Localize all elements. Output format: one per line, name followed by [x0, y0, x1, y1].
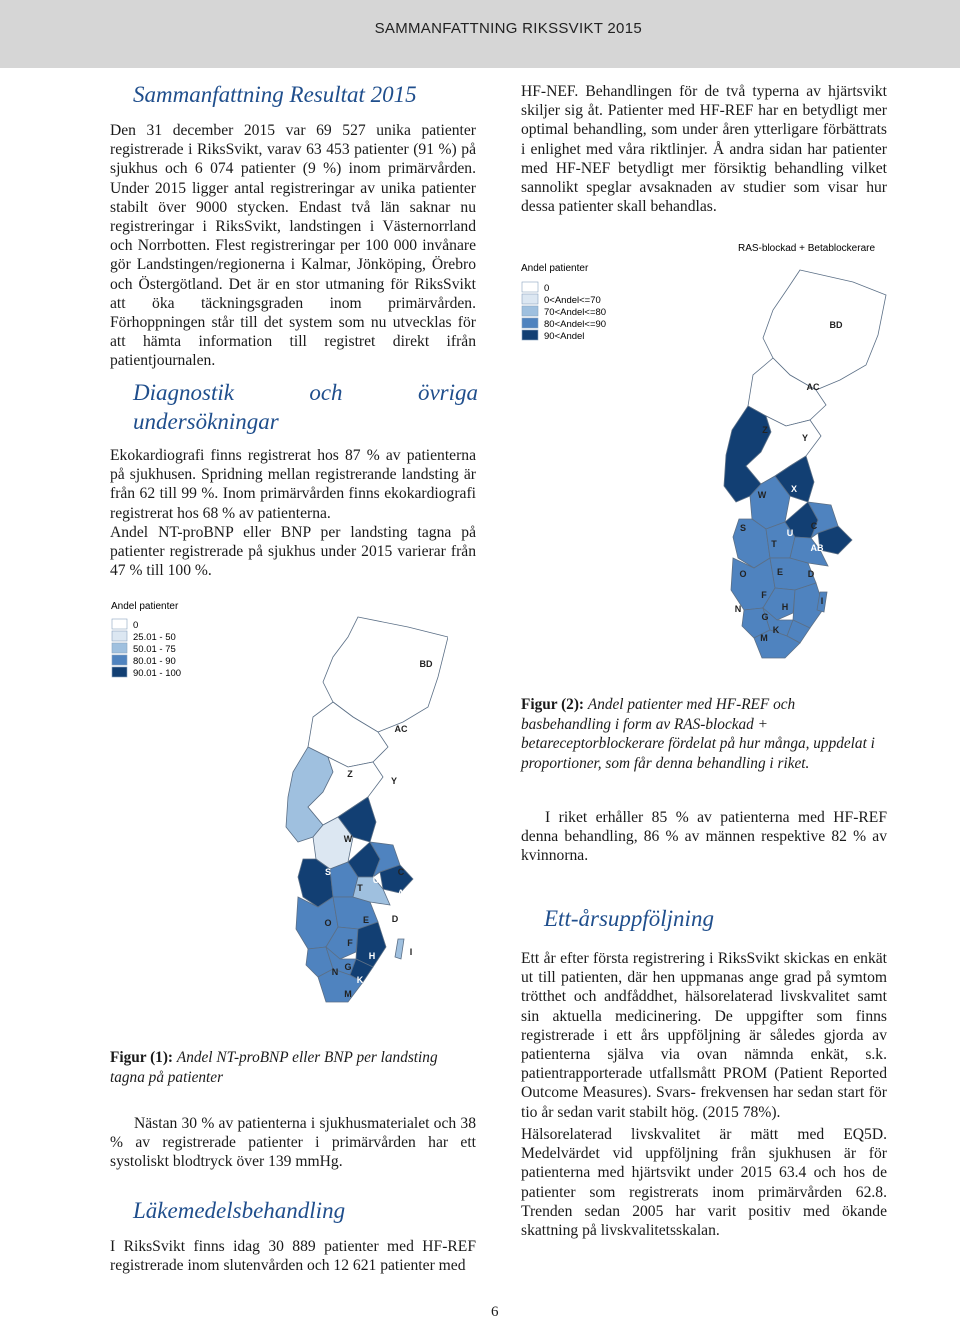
- map1-label-x: X: [378, 831, 386, 841]
- figure1-label: Figur (1):: [110, 1049, 174, 1066]
- map2-label-m: M: [760, 633, 768, 643]
- map2-legend: [522, 282, 606, 342]
- map2-legend-item: 80<Andel<=90: [544, 319, 607, 330]
- map2-label-u: U: [786, 528, 794, 538]
- map1-label-m: M: [344, 989, 352, 999]
- map1-label-z: Z: [347, 769, 353, 779]
- map1-legend-item: 25.01 - 50: [133, 632, 176, 643]
- map2-label-g: G: [761, 612, 769, 622]
- medication-paragraph: I RiksSvikt finns idag 30 889 patienter med HF-REF registrerade inom slutenvården och 12 621 patienter med: [110, 1238, 476, 1275]
- map2-label-o: O: [739, 569, 747, 579]
- map2-legend-swatch: [522, 330, 538, 340]
- map1-label-g: G: [344, 962, 352, 972]
- map1-label-o: O: [324, 918, 332, 928]
- map1-legend-item: 90.01 - 100: [133, 668, 182, 679]
- treatment-share-paragraph: I riket erhåller 85 % av patienterna med HF-REF denna behandling, 86 % av männen respektive 82 % av kvinnorna.: [521, 809, 887, 865]
- map2-title: RAS-blockad + Betablockerare: [738, 243, 876, 254]
- map2-legend-swatch: [522, 282, 538, 292]
- map2-label-i: I: [820, 596, 824, 606]
- section-title-medication: Läkemedelsbehandling: [133, 1198, 346, 1223]
- map1-label-i: I: [409, 947, 413, 957]
- map2-label-ab: AB: [810, 543, 824, 553]
- diagnostics-paragraph-2: Andel NT-proBNP eller BNP per landsting tagna på patienter registrerade på sjukhus under 2015 varierar från 47 % till 100 %.: [110, 524, 476, 580]
- figure1-text: Andel NT-proBNP eller BNP per landsting tagna på patienter: [110, 1049, 438, 1086]
- map2-label-x: X: [790, 484, 798, 494]
- map1-label-t: T: [357, 883, 363, 893]
- map2-label-f: F: [761, 590, 767, 600]
- map2-legend-swatch: [522, 318, 538, 328]
- map-ntprobnp: [108, 597, 448, 1027]
- map2-label-bd: BD: [829, 320, 843, 330]
- followup-paragraph-1: Ett år efter första registrering i RiksSvikt skickas en enkät ut till patienten, där hen uppmanas ange grad på symtom trötthet och andfåddhet, hälsorelaterad livskvalitet samt sin aktuella medicinering. De uppgifter som finns registrerade i ett års uppföljning är således gjorda av patienterna själva via ovan nämnda enkät, s.k. patientrapporterade utfallsmått PROM (Patient Reported Outcome Measures). Svars- frekvensen har sedan start för tio år sedan varit stabilt hög. (2015 78%).: [521, 950, 887, 1121]
- map1-legend-item: 0: [133, 620, 139, 631]
- figure2-caption: [521, 695, 887, 773]
- map2-label-ac: AC: [806, 382, 820, 392]
- map1-label-h: H: [368, 951, 376, 961]
- map1-label-u: U: [372, 875, 380, 885]
- map1-legend-item: 80.01 - 90: [133, 656, 176, 667]
- map1-region-i: [395, 939, 404, 959]
- map2-label-s: S: [739, 523, 747, 533]
- page-number: 6: [491, 1304, 499, 1320]
- map2-label-y: Y: [801, 433, 809, 443]
- map2-label-d: D: [807, 569, 815, 579]
- map2-label-n: N: [734, 604, 742, 614]
- map2-legend-title: Andel patienter: [521, 263, 589, 274]
- map1-legend-swatch: [112, 631, 127, 641]
- map1-legend-swatch: [112, 643, 127, 653]
- map1-legend-item: 50.01 - 75: [133, 644, 176, 655]
- map1-label-c: C: [397, 867, 405, 877]
- map1-label-bd: BD: [419, 659, 433, 669]
- map1-label-s: S: [324, 867, 332, 877]
- section-title-summary: Sammanfattning Resultat 2015: [133, 82, 417, 107]
- map2-label-c: C: [810, 521, 818, 531]
- medication-paragraph-continued: HF-NEF. Behandlingen för de två typerna av hjärtsvikt skiljer sig åt. Patienter med HF-REF har en betydligt mer optimal behandling, som under åren ytterligare förbättrats i enlighet med våra riktlinjer. Å andra sidan har patienter med HF-NEF betydligt mer försiktig behandling vilket sannolikt speglar avsaknaden av studier som visar hur dessa patienter skall behandlas.: [521, 83, 887, 216]
- map1-label-w: W: [343, 834, 353, 844]
- map2-label-t: T: [771, 539, 777, 549]
- map1-label-ac: AC: [394, 724, 408, 734]
- figure2-label: Figur (2):: [521, 696, 585, 713]
- map2-legend-swatch: [522, 306, 538, 316]
- map1-regions: [286, 617, 448, 1002]
- bloodpressure-paragraph: Nästan 30 % av patienterna i sjukhusmaterialet och 38 % av registrerade patienter i primärvården har ett systoliskt blodtryck över 139 mmHg.: [110, 1115, 476, 1171]
- map2-legend-item: 0<Andel<=70: [544, 295, 601, 306]
- map1-legend-swatch: [112, 655, 127, 665]
- map2-label-w: W: [757, 490, 767, 500]
- map1-label-n: N: [331, 967, 339, 977]
- figure2-text: Andel patienter med HF-REF och basbehandling i form av RAS-blockad + betareceptorblockerare fördelat på hur många, uppdelat i proportioner, som får denna behandling i riket.: [521, 696, 875, 772]
- map1-label-e: E: [362, 915, 370, 925]
- section-title-diagnostics: Diagnostik och övriga undersökningar: [133, 380, 478, 434]
- map1-legend: [112, 619, 181, 679]
- figure1-caption: [110, 1048, 476, 1087]
- map1-legend-swatch: [112, 619, 127, 629]
- map2-regions: [724, 270, 886, 658]
- map1-label-y: Y: [390, 776, 398, 786]
- map1-label-f: F: [347, 938, 353, 948]
- map2-label-z: Z: [762, 425, 768, 435]
- map2-label-k: K: [772, 625, 780, 635]
- followup-paragraph-2: Hälsorelaterad livskvalitet är mätt med EQ5D. Medelvärdet vid uppföljning från sjukhusen är för patienterna med hjärtsvikt under 2015 63.4 och hos de patienter som registrerats inom primärvården 62.8. Trenden sedan 2005 har varit positiv med ökande skattning på livskvalitetsskalan.: [521, 1126, 887, 1240]
- map1-label-k: K: [356, 975, 364, 985]
- map1-legend-swatch: [112, 667, 127, 677]
- map2-legend-item: 0: [544, 283, 550, 294]
- summary-paragraph: Den 31 december 2015 var 69 527 unika patienter registrerade i RiksSvikt, varav 63 453 patienter (91 %) på sjukhus och 6 074 patienter (9 %) inom primärvården. Under 2015 ligger antal registreringar av unika patienter stabilt över 9000 stycken. Endast två län saknar nu registreringar i RiksSvikt, landstingen i Västernorrland och Norrbotten. Flest registreringar per 100 000 invånare gör Landstingen/regionerna i Kalmar, Jönköping, Örebro och Östergötland. Det är en stor utmaning för RiksSvikt att öka täckningsgraden inom primärvården. Förhoppningen står till det system som nu utvecklas för att hämta information till registret direkt ifrån patientjournalen.: [110, 122, 476, 370]
- map2-legend-item: 70<Andel<=80: [544, 307, 607, 318]
- map2-label-e: E: [776, 567, 784, 577]
- header-bar: [0, 0, 960, 68]
- map-ras-betablocker: [518, 240, 888, 660]
- map1-label-d: D: [391, 914, 399, 924]
- diagnostics-paragraph-1: Ekokardiografi finns registrerat hos 87 % av patienterna på sjukhusen. Spridning mellan registrerande landsting är från 62 till 99 %. Inom primärvården finns ekokardiografi registrerat hos 68 % av patienterna.: [110, 447, 476, 522]
- section-title-followup: Ett-årsuppföljning: [544, 906, 714, 931]
- map1-label-ab: AB: [397, 888, 411, 898]
- map2-label-h: H: [781, 602, 789, 612]
- running-title: SAMMANFATTNING RIKSSVIKT 2015: [374, 20, 642, 37]
- map2-legend-swatch: [522, 294, 538, 304]
- map2-legend-item: 90<Andel: [544, 331, 585, 342]
- map1-legend-title: Andel patienter: [111, 601, 179, 612]
